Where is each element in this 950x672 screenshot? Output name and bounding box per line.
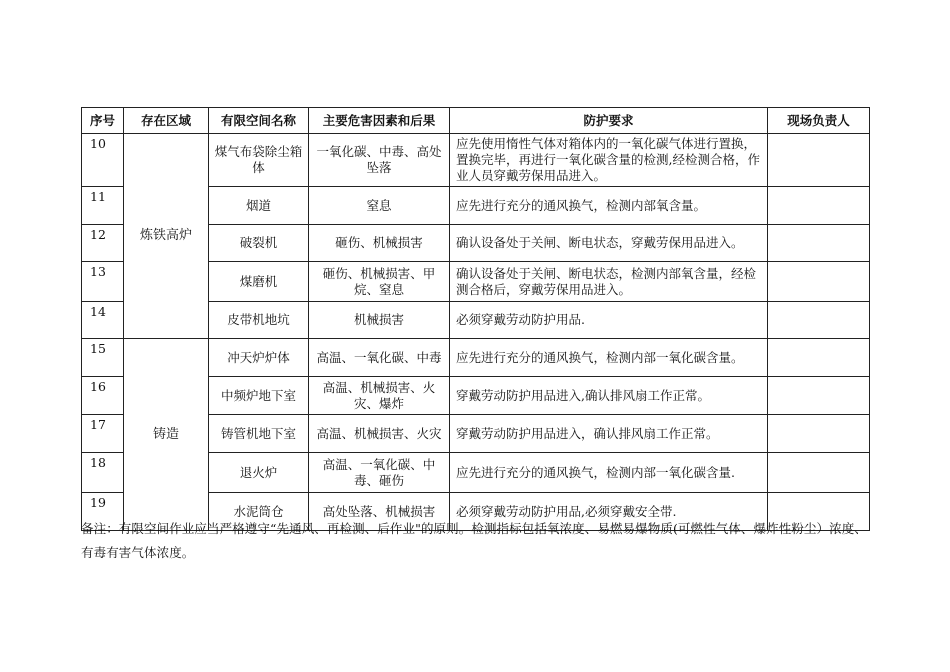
hazard-cell: 高温、机械损害、火灾、爆炸: [309, 377, 450, 415]
header-responsible: 现场负责人: [768, 108, 870, 134]
space-name: 冲天炉炉体: [209, 339, 309, 377]
protection-cell: 穿戴劳动防护用品进入，确认排风扇工作正常。: [450, 415, 768, 453]
responsible-cell: [768, 302, 870, 339]
row-no: 12: [82, 225, 124, 262]
hazard-cell: 窒息: [309, 187, 450, 225]
hazard-cell: 高温、一氧化碳、中毒: [309, 339, 450, 377]
hazard-cell: 一氧化碳、中毒、高处坠落: [309, 134, 450, 187]
protection-cell: 必须穿戴劳动防护用品.: [450, 302, 768, 339]
row-no: 19: [82, 493, 124, 531]
space-name: 退火炉: [209, 453, 309, 493]
header-protection: 防护要求: [450, 108, 768, 134]
table-row: [82, 134, 870, 187]
row-no: 14: [82, 302, 124, 339]
hazard-cell: 高处坠落、机械损害: [309, 493, 450, 531]
protection-cell: 应先使用惰性气体对箱体内的一氧化碳气体进行置换，置换完毕，再进行一氧化碳含量的检测,经检测合格，作业人员穿戴劳保用品进入。: [450, 134, 768, 187]
area-ironmaking: 炼铁高炉: [124, 134, 209, 339]
row-no: 11: [82, 187, 124, 225]
space-name: 中频炉地下室: [209, 377, 309, 415]
hazard-cell: 机械损害: [309, 302, 450, 339]
protection-cell: 应先进行充分的通风换气，检测内部氧含量。: [450, 187, 768, 225]
responsible-cell: [768, 262, 870, 302]
space-name: 烟道: [209, 187, 309, 225]
space-name: 铸管机地下室: [209, 415, 309, 453]
responsible-cell: [768, 377, 870, 415]
row-no: 18: [82, 453, 124, 493]
responsible-cell: [768, 187, 870, 225]
table-footnote: 备注：有限空间作业应当严格遵守“先通风、再检测、后作业"的原则。检测指标包括氧浓度、易燃易爆物质(可燃性气体、爆炸性粉尘）浓度、有毒有害气体浓度。: [81, 521, 867, 560]
responsible-cell: [768, 415, 870, 453]
hazard-cell: 高温、一氧化碳、中毒、砸伤: [309, 453, 450, 493]
protection-cell: 应先进行充分的通风换气，检测内部一氧化碳含量。: [450, 339, 768, 377]
space-name: 煤磨机: [209, 262, 309, 302]
responsible-cell: [768, 453, 870, 493]
area-casting: 铸造: [124, 339, 209, 531]
hazard-cell: 砸伤、机械损害: [309, 225, 450, 262]
row-no: 13: [82, 262, 124, 302]
hazard-cell: 高温、机械损害、火灾: [309, 415, 450, 453]
protection-cell: 确认设备处于关闸、断电状态，检测内部氧含量，经检测合格后，穿戴劳保用品进入。: [450, 262, 768, 302]
row-no: 15: [82, 339, 124, 377]
row-no: 17: [82, 415, 124, 453]
header-no: 序号: [82, 108, 124, 134]
table-header-row: [82, 108, 870, 134]
protection-cell: 确认设备处于关闸、断电状态，穿戴劳保用品进入。: [450, 225, 768, 262]
table-row: [82, 339, 870, 377]
hazard-cell: 砸伤、机械损害、甲烷、窒息: [309, 262, 450, 302]
responsible-cell: [768, 225, 870, 262]
space-name: 皮带机地坑: [209, 302, 309, 339]
hazard-table-container: [81, 107, 869, 531]
responsible-cell: [768, 339, 870, 377]
row-no: 10: [82, 134, 124, 187]
protection-cell: 必须穿戴劳动防护用品,必须穿戴安全带.: [450, 493, 768, 531]
header-area: 存在区域: [124, 108, 209, 134]
header-space: 有限空间名称: [209, 108, 309, 134]
responsible-cell: [768, 134, 870, 187]
space-name: 煤气布袋除尘箱体: [209, 134, 309, 187]
confined-space-table: [81, 107, 870, 531]
header-hazard: 主要危害因素和后果: [309, 108, 450, 134]
protection-cell: 应先进行充分的通风换气，检测内部一氧化碳含量.: [450, 453, 768, 493]
space-name: 水泥筒仓: [209, 493, 309, 531]
protection-cell: 穿戴劳动防护用品进入,确认排风扇工作正常。: [450, 377, 768, 415]
row-no: 16: [82, 377, 124, 415]
space-name: 破裂机: [209, 225, 309, 262]
